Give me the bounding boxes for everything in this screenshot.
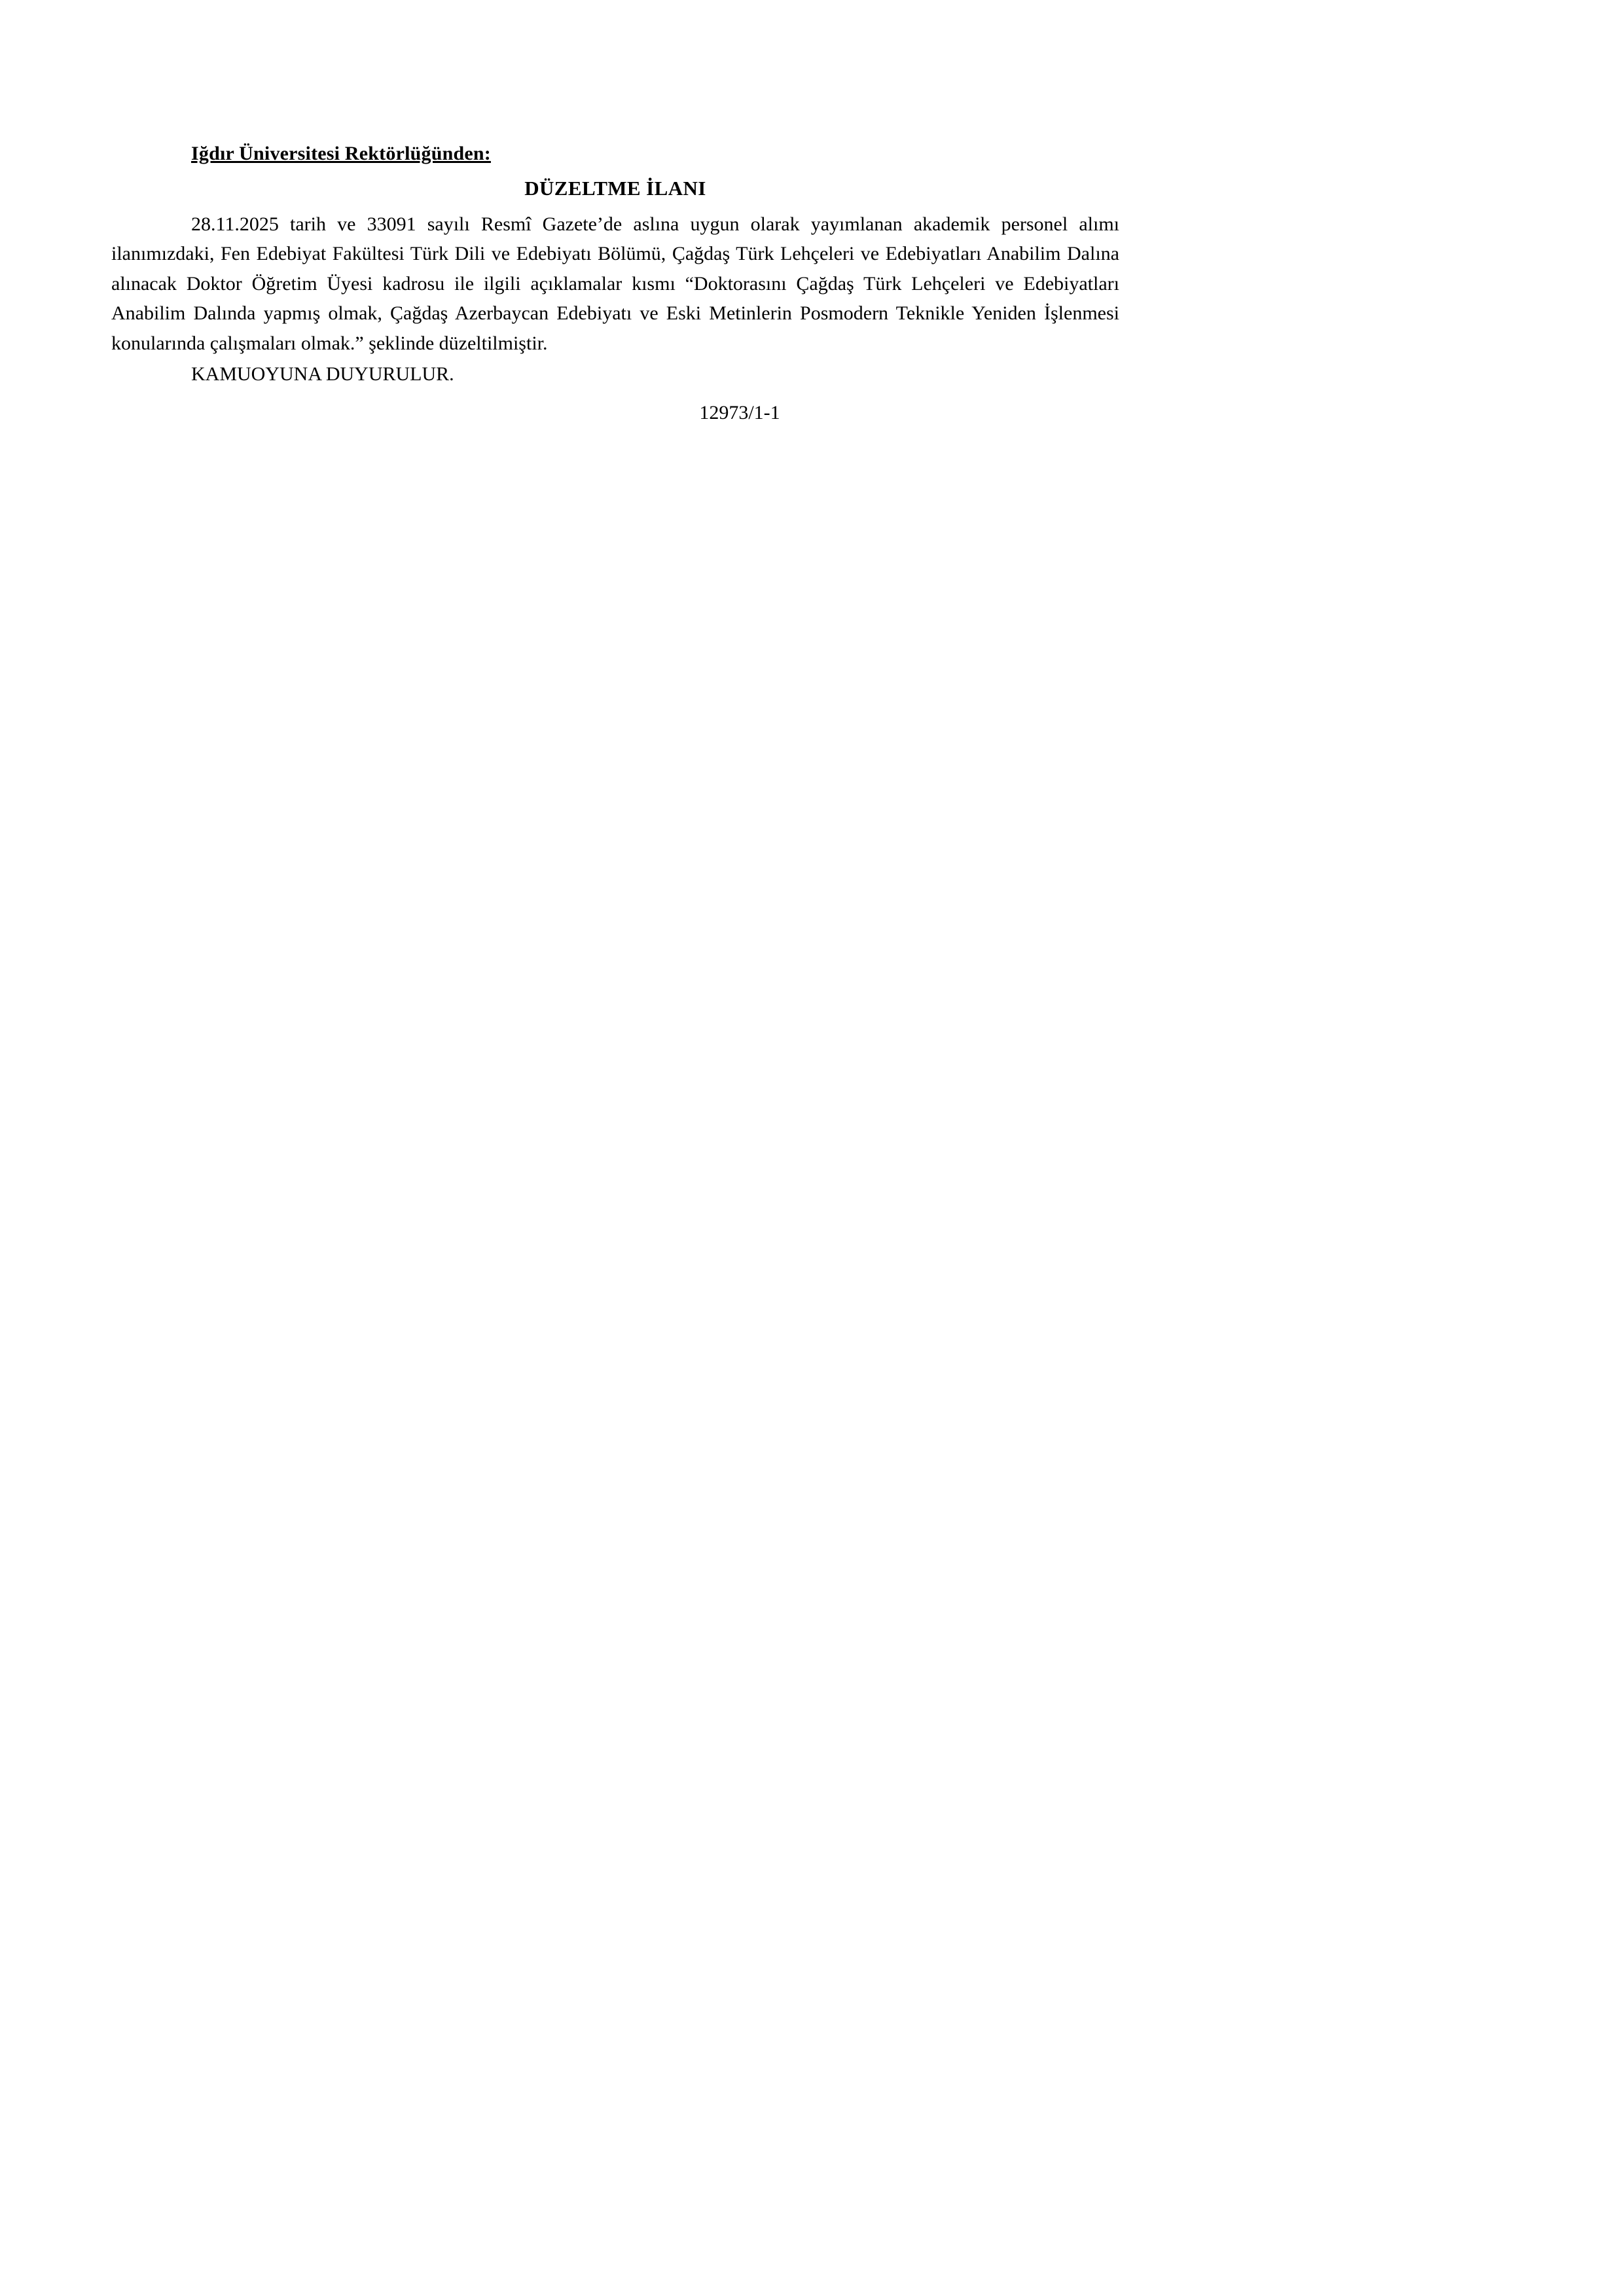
page-title: DÜZELTME İLANI <box>524 176 706 200</box>
issuing-organization: Iğdır Üniversitesi Rektörlüğünden: <box>191 143 491 164</box>
body-paragraph: 28.11.2025 tarih ve 33091 sayılı Resmî Gazete’de aslına uygun olarak yayımlanan akademik personel alımı ilanımızdaki, Fen Edebiyat Fakültesi Türk Dili ve Edebiyatı Bölümü, Çağdaş Türk Lehçeleri ve Edebiyatları Anabilim Dalına alınacak Doktor Öğretim Üyesi kadrosu ile ilgili açıklamalar kısmı “Doktorasını Çağdaş Türk Lehçeleri ve Edebiyatları Anabilim Dalında yapmış olmak, Çağdaş Azerbaycan Edebiyatı ve Eski Metinlerin Posmodern Teknikle Yeniden İşlenmesi konularında çalışmaları olmak.” şeklinde düzeltilmiştir. <box>111 213 1119 354</box>
reference-number: 12973/1-1 <box>699 402 780 424</box>
announcement-line: KAMUOYUNA DUYURULUR. <box>191 363 454 386</box>
document-content <box>111 141 1119 424</box>
